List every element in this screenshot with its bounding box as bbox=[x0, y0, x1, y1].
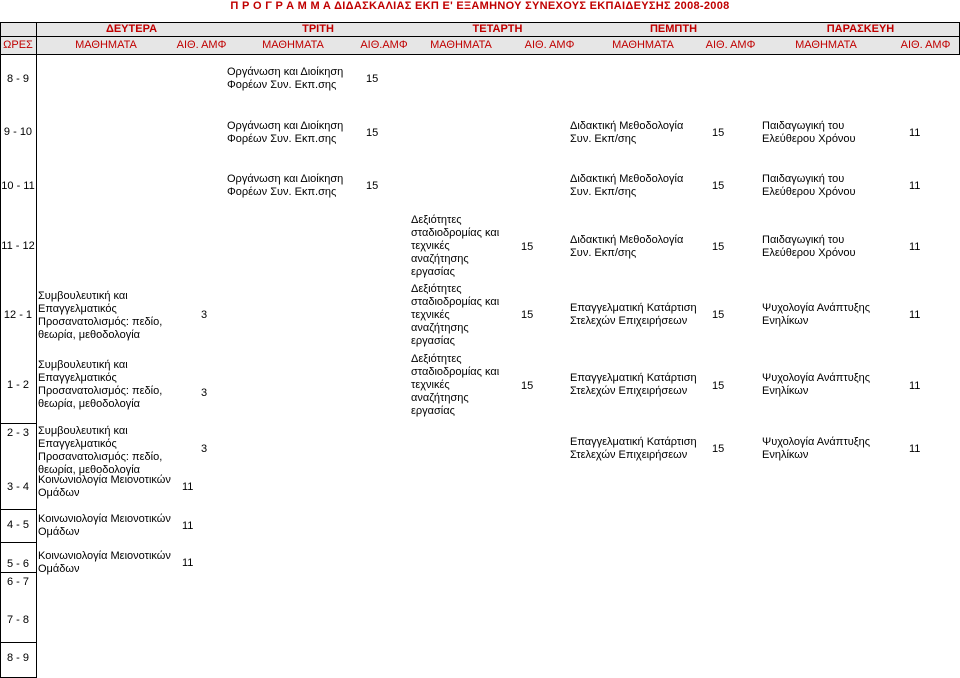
day-wednesday: ΤΕΤΑΡΤΗ bbox=[472, 23, 523, 35]
hour-label: 12 - 1 bbox=[3, 309, 33, 321]
room-number: 3 bbox=[201, 443, 208, 455]
grid-line bbox=[0, 642, 36, 643]
hour-label: 5 - 6 bbox=[6, 558, 29, 570]
grid-line bbox=[0, 36, 960, 37]
course-sociology-minorities: Κοινωνιολογία Μειονοτικών Ομάδων bbox=[38, 513, 171, 538]
grid-line bbox=[0, 423, 36, 424]
hour-label: 10 - 11 bbox=[1, 180, 35, 192]
rooms-header-thursday: ΑΙΘ. ΑΜΦ bbox=[705, 39, 756, 51]
grid-line bbox=[36, 22, 37, 678]
day-monday: ΔΕΥΤΕΡΑ bbox=[105, 23, 158, 35]
subjects-header-tuesday: ΜΑΘΗΜΑΤΑ bbox=[262, 39, 324, 51]
rooms-header-wednesday: ΑΙΘ. ΑΜΦ bbox=[524, 39, 575, 51]
rooms-header-tuesday: ΑΙΘ.ΑΜΦ bbox=[360, 39, 408, 51]
course-sociology-minorities: Κοινωνιολογία Μειονοτικών Ομάδων bbox=[38, 550, 171, 575]
room-number: 15 bbox=[366, 73, 379, 85]
room-number: 15 bbox=[712, 443, 725, 455]
hour-label: 2 - 3 bbox=[6, 427, 29, 439]
hour-label: 11 - 12 bbox=[1, 240, 35, 252]
room-number: 15 bbox=[521, 380, 534, 392]
subjects-header-monday: ΜΑΘΗΜΑΤΑ bbox=[75, 39, 137, 51]
rooms-header-monday: ΑΙΘ. ΑΜΦ bbox=[176, 39, 227, 51]
room-number: 11 bbox=[182, 520, 194, 532]
hours-header: ΩΡΕΣ bbox=[3, 39, 33, 51]
course-counseling: Συμβουλευτική και Επαγγελματικός Προσανατολισμός: πεδίο, θεωρία, μεθοδολογία bbox=[38, 290, 163, 341]
course-career-skills: Δεξιότητες σταδιοδρομίας και τεχνικές αναζήτησης εργασίας bbox=[411, 283, 500, 347]
room-number: 15 bbox=[712, 180, 725, 192]
course-vocational-training: Επαγγελματική Κατάρτιση Στελεχών Επιχειρήσεων bbox=[570, 302, 697, 327]
course-leisure-pedagogy: Παιδαγωγική του Ελεύθερου Χρόνου bbox=[762, 120, 856, 145]
room-number: 3 bbox=[201, 309, 208, 321]
room-number: 11 bbox=[909, 443, 921, 455]
room-number: 15 bbox=[712, 380, 725, 392]
course-sociology-minorities: Κοινωνιολογία Μειονοτικών Ομάδων bbox=[38, 474, 171, 499]
grid-line bbox=[0, 542, 36, 543]
grid-line bbox=[0, 22, 960, 23]
room-number: 11 bbox=[909, 180, 921, 192]
room-number: 15 bbox=[712, 241, 725, 253]
course-adult-psychology: Ψυχολογία Ανάπτυξης Ενηλίκων bbox=[762, 372, 871, 397]
hour-label: 1 - 2 bbox=[6, 379, 29, 391]
room-number: 15 bbox=[521, 241, 534, 253]
course-didactic-method: Διδακτική Μεθοδολογία Συν. Εκπ/σης bbox=[570, 120, 684, 145]
room-number: 15 bbox=[712, 309, 725, 321]
course-counseling: Συμβουλευτική και Επαγγελματικός Προσανατολισμός: πεδίο, θεωρία, μεθοδολογία bbox=[38, 425, 163, 476]
room-number: 11 bbox=[909, 380, 921, 392]
subjects-header-wednesday: ΜΑΘΗΜΑΤΑ bbox=[430, 39, 492, 51]
course-career-skills: Δεξιότητες σταδιοδρομίας και τεχνικές αναζήτησης εργασίας bbox=[411, 214, 500, 278]
timetable-title: Π Ρ Ο Γ Ρ Α Μ Μ Α ΔΙΔΑΣΚΑΛΙΑΣ ΕΚΠ Ε' ΕΞΑΜΗΝΟΥ ΣΥΝΕΧΟΥΣ ΕΚΠΑΙΔΕΥΣΗΣ 2008-2008 bbox=[230, 0, 730, 12]
course-org-admin: Οργάνωση και Διοίκηση Φορέων Συν. Εκπ.σης bbox=[227, 173, 344, 198]
course-leisure-pedagogy: Παιδαγωγική του Ελεύθερου Χρόνου bbox=[762, 234, 856, 259]
course-didactic-method: Διδακτική Μεθοδολογία Συν. Εκπ/σης bbox=[570, 234, 684, 259]
day-thursday: ΠΕΜΠΤΗ bbox=[649, 23, 698, 35]
rooms-header-friday: ΑΙΘ. ΑΜΦ bbox=[900, 39, 951, 51]
course-adult-psychology: Ψυχολογία Ανάπτυξης Ενηλίκων bbox=[762, 436, 871, 461]
course-career-skills: Δεξιότητες σταδιοδρομίας και τεχνικές αναζήτησης εργασίας bbox=[411, 353, 500, 417]
course-didactic-method: Διδακτική Μεθοδολογία Συν. Εκπ/σης bbox=[570, 173, 684, 198]
day-tuesday: ΤΡΙΤΗ bbox=[302, 23, 334, 35]
room-number: 11 bbox=[909, 127, 921, 139]
room-number: 11 bbox=[182, 481, 194, 493]
course-org-admin: Οργάνωση και Διοίκηση Φορέων Συν. Εκπ.σης bbox=[227, 66, 344, 91]
room-number: 15 bbox=[521, 309, 534, 321]
hour-label: 7 - 8 bbox=[6, 614, 29, 626]
course-vocational-training: Επαγγελματική Κατάρτιση Στελεχών Επιχειρήσεων bbox=[570, 436, 697, 461]
grid-line bbox=[0, 54, 960, 55]
grid-line bbox=[0, 509, 36, 510]
grid-line bbox=[0, 572, 36, 573]
course-leisure-pedagogy: Παιδαγωγική του Ελεύθερου Χρόνου bbox=[762, 173, 856, 198]
course-vocational-training: Επαγγελματική Κατάρτιση Στελεχών Επιχειρήσεων bbox=[570, 372, 697, 397]
hour-label: 9 - 10 bbox=[3, 126, 33, 138]
hour-label: 8 - 9 bbox=[6, 73, 29, 85]
room-number: 11 bbox=[909, 309, 921, 321]
hour-label: 6 - 7 bbox=[6, 576, 29, 588]
subjects-header-friday: ΜΑΘΗΜΑΤΑ bbox=[795, 39, 857, 51]
hour-label: 4 - 5 bbox=[6, 519, 29, 531]
room-number: 15 bbox=[366, 127, 379, 139]
hour-label: 8 - 9 bbox=[6, 652, 29, 664]
day-friday: ΠΑΡΑΣΚΕΥΗ bbox=[826, 23, 895, 35]
course-adult-psychology: Ψυχολογία Ανάπτυξης Ενηλίκων bbox=[762, 302, 871, 327]
room-number: 15 bbox=[366, 180, 379, 192]
course-counseling: Συμβουλευτική και Επαγγελματικός Προσανατολισμός: πεδίο, θεωρία, μεθοδολογία bbox=[38, 359, 163, 410]
room-number: 15 bbox=[712, 127, 725, 139]
room-number: 11 bbox=[909, 241, 921, 253]
subjects-header-thursday: ΜΑΘΗΜΑΤΑ bbox=[612, 39, 674, 51]
room-number: 3 bbox=[201, 387, 208, 399]
hour-label: 3 - 4 bbox=[6, 481, 29, 493]
room-number: 11 bbox=[182, 557, 194, 569]
course-org-admin: Οργάνωση και Διοίκηση Φορέων Συν. Εκπ.σης bbox=[227, 120, 344, 145]
